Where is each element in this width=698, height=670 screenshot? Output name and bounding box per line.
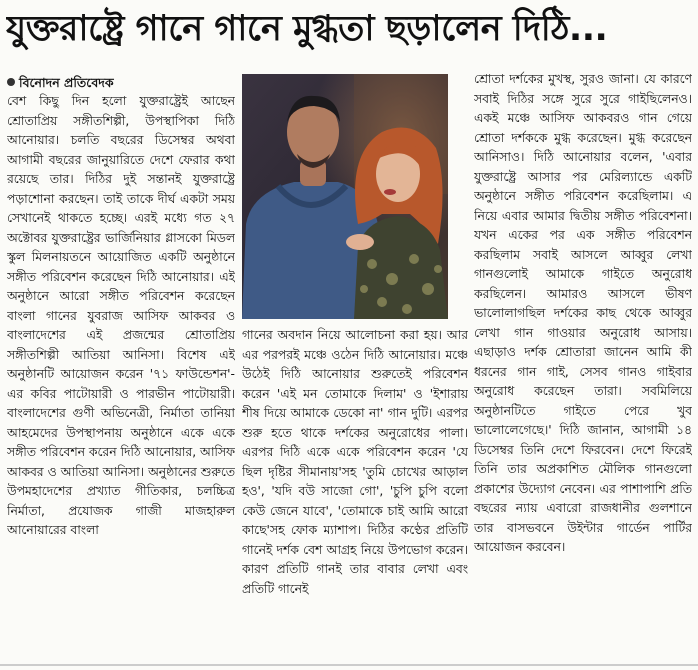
article-text-middle: গানের অবদান নিয়ে আলোচনা করা হয়। আর এর পরপরই মঞ্চে ওঠেন দিঠি আনোয়ার। মঞ্চে উঠেই দিঠি আনোয়ার শুরুতেই পরিবেশন করেন 'এই মন তোমাকে দিলাম' ও 'ইশারায় শীষ দিয়ে আমাকে ডেকো না' গান দুটি। এরপর শুরু হতে থাকে দর্শকের অনুরোধের পালা। এরপর দিঠি একে একে পরিবেশন করেন 'যে ছিল দৃষ্টির সীমানায়'সহ 'তুমি চোখের আড়াল হও', 'যদি বউ সাজো গো', 'চুপি চুপি বলো কেউ জেনে যাবে', 'তোমাকে চাই আমি আরো কাছে'সহ ফোক ম্যাশাপ। দিঠির কণ্ঠের প্রতিটি গানেই দর্শক বেশ আগ্রহ নিয়ে উপভোগ করেন। কারণ প্রতিটি গানই তার বাবার লেখা এবং প্রতিটি গানেই	[242, 328, 468, 596]
headline: যুক্তরাষ্ট্রে গানে গানে মুগ্ধতা ছড়ালেন দিঠি...	[6, 9, 608, 49]
article-column-left	[7, 74, 235, 666]
photo-illustration	[242, 74, 448, 319]
article-column-right	[474, 70, 692, 666]
byline	[7, 74, 235, 91]
byline-text: বিনোদন প্রতিবেদক	[19, 75, 114, 90]
article-text-right: শ্রোতা দর্শকের মুখস্থ, সুরও জানা। যে কারণে সবাই দিঠির সঙ্গে সুরে সুরে গাইছিলেনও। একই মঞ্চে আসিফ আকবরও গান গেয়ে শ্রোতা দর্শককে মুগ্ধ করেছেন। মুগ্ধ করেছেন আনিসাও। দিঠি আনোয়ার বলেন, 'এবার যুক্তরাষ্ট্রে আসার পর মেরিল্যান্ডে একটি অনুষ্ঠানে সঙ্গীত পরিবেশন করেছিলাম। এ নিয়ে এবার আমার দ্বিতীয় সঙ্গীত পরিবেশনা। যখন একের পর এক সঙ্গীত পরিবেশন করছিলাম সবাই আসলে আব্বুর লেখা গানগুলোই আমাকে গাইতে অনুরোধ করছিলেন। আমারও আসলে ভীষণ ভালোলাগছিল দর্শকের কাছ থেকে আব্বুর লেখা গান গাওয়ার অনুরোধ আসায়। এছাড়াও দর্শক শ্রোতারা জানেন আমি কী ধরনের গান গাই, সেসব গানও গাইবার অনুরোধ করেছেন তারা। সবমিলিয়ে অনুষ্ঠানটিতে গাইতে পেরে খুব ভালোলেগেছে।' দিঠি জানান, আগামী ১৪ ডিসেম্বর তিনি দেশে ফিরবেন। দেশে ফিরেই তিনি তার অপ্রকাশিত মৌলিক গানগুলো প্রকাশের উদ্যোগ নেবেন। এর পাশাপাশি প্রতি বছরের ন্যায় এবারো রাজধানীর গুলশানে তার বাসভবনে উইন্টার গার্ডেন পার্টির আয়োজন করবেন।	[474, 72, 692, 554]
bottom-rule	[0, 664, 698, 666]
bullet-icon	[7, 78, 15, 86]
article-text-left: বেশ কিছু দিন হলো যুক্তরাষ্ট্রেই আছেন শ্রোতাপ্রিয় সঙ্গীতশিল্পী, উপস্থাপিকা দিঠি আনোয়ার। চলতি বছরের ডিসেম্বর অথবা আগামী বছরের জানুয়ারিতে দেশে ফেরার কথা রয়েছে তার। দিঠির দুই সন্তানই যুক্তরাষ্ট্রে পড়াশোনা করছেন। তাই তাকে দীর্ঘ একটা সময় সেখানেই থাকতে হচ্ছে। এরই মধ্যে গত ২৭ অক্টোবর যুক্তরাষ্ট্রের ভার্জিনিয়ার গ্লাসকো মিডল স্কুল মিলনায়তনে আয়োজিত একটি অনুষ্ঠানে সঙ্গীত পরিবেশন করেছেন দিঠি আনোয়ার। এই অনুষ্ঠানে আরো সঙ্গীত পরিবেশন করেছেন বাংলা গানের যুবরাজ আসিফ আকবর ও বাংলাদেশের এই প্রজন্মের শ্রোতাপ্রিয় সঙ্গীতশিল্পী আতিয়া আনিসা। বিশেষ এই অনুষ্ঠানটি আয়োজন করেন '৭১ ফাউন্ডেশন'-এর কবির পাটোয়ারী ও পারভীন পাটোয়ারী। বাংলাদেশের গুণী অভিনেত্রী, নির্মাতা তানিয়া আহমেদের উপস্থাপনায় অনুষ্ঠানে একে একে সঙ্গীত পরিবেশন করেন দিঠি আনোয়ার, আসিফ আকবর ও আতিয়া আনিসা। অনুষ্ঠানের শুরুতে উপমহাদেশের প্রখ্যাত গীতিকার, চলচ্চিত্র নির্মাতা, প্রযোজক গাজী মাজহারুল আনোয়ারের বাংলা	[7, 94, 235, 537]
article-column-middle	[242, 326, 468, 666]
article-photo	[242, 74, 448, 319]
